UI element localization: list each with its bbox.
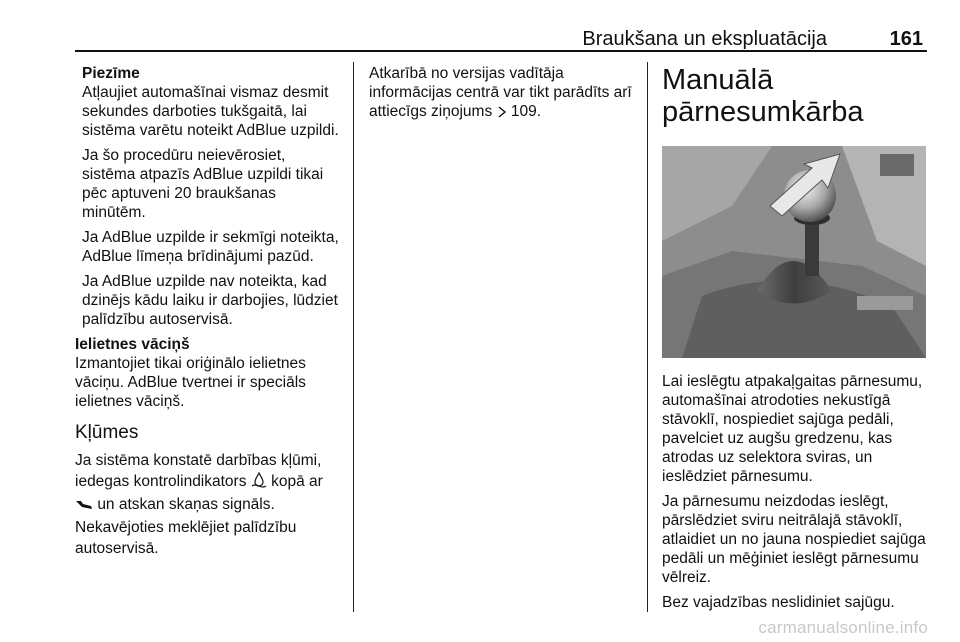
note-paragraph: Ja AdBlue uzpilde ir sekmīgi noteikta, AdBlue līmeņa brīdinājumi pazūd.: [82, 229, 339, 265]
column-divider-1: [353, 62, 354, 612]
gear-lever-illustration: [662, 146, 926, 358]
adblue-warning-icon: [251, 472, 267, 494]
faults-heading: Kļūmes: [75, 422, 139, 443]
page-header: [75, 26, 927, 50]
info-text-body: Atkarībā no versijas vadītāja informācijas centrā var tikt parādīts arī attiecīgs ziņojums: [369, 65, 632, 120]
note-paragraph: Ja AdBlue uzpilde nav noteikta, kad dzinējs kādu laiku ir darbojies, lūdziet palīdzību autoservisā.: [82, 273, 338, 328]
wrench-icon: [75, 496, 93, 517]
section-title: Manuālā pārnesumkārba: [662, 64, 864, 128]
column-left: [75, 64, 343, 565]
note-paragraph: Ja šo procedūru neievērosiet, sistēma atpazīs AdBlue uzpildi tikai pēc aptuveni 20 braukšanas minūtēm.: [82, 147, 324, 221]
faults-text-part: un atskan skaņas signāls.: [97, 496, 275, 513]
column-divider-2: [647, 62, 648, 612]
header-title: Braukšana un ekspluatācija: [582, 28, 827, 50]
info-text: [369, 64, 637, 123]
note-title: Piezīme: [82, 65, 140, 82]
header-rule: [75, 50, 927, 52]
note-paragraph: Atļaujiet automašīnai vismaz desmit sekundes darboties tukšgaitā, lai sistēma varētu noteikt AdBlue uzpildi.: [82, 84, 339, 139]
body-paragraph: Lai ieslēgtu atpakaļgaitas pārnesumu, automašīnai atrodoties nekustīgā stāvoklī, nospiediet sajūga pedāli, pavelciet uz augšu gredzenu, kas atrodas uz selektora sviras, un ieslēdziet pārnesumu.: [662, 373, 923, 485]
column-middle: [369, 64, 637, 129]
page-reference[interactable]: 109.: [510, 103, 541, 120]
page-ref-arrow-icon: [497, 104, 507, 123]
faults-text: [75, 450, 343, 559]
faults-text-part: Nekavējoties meklējiet palīdzību autoservisā.: [75, 519, 297, 557]
faults-text-part: Ja sistēma konstatē darbības kļūmi, iedegas kontrolindikators: [75, 452, 322, 490]
body-paragraph: Bez vajadzības neslidiniet sajūgu.: [662, 594, 895, 611]
faults-text-part: kopā ar: [271, 473, 323, 490]
column-right: [662, 64, 930, 618]
cap-heading: Ielietnes vāciņš: [75, 336, 190, 353]
cap-text: Izmantojiet tikai oriģinālo ielietnes vāciņu. AdBlue tvertnei ir speciāls ielietnes vāciņš.: [75, 355, 306, 410]
page-number: 161: [889, 28, 923, 50]
watermark: carmanualsonline.info: [758, 618, 928, 637]
note-block: [75, 64, 343, 329]
body-paragraph: Ja pārnesumu neizdodas ieslēgt, pārslēdziet sviru neitrālajā stāvoklī, atlaidiet un no jauna nospiediet sajūga pedāli un mēģiniet ieslēgt pārnesumu vēlreiz.: [662, 493, 926, 586]
